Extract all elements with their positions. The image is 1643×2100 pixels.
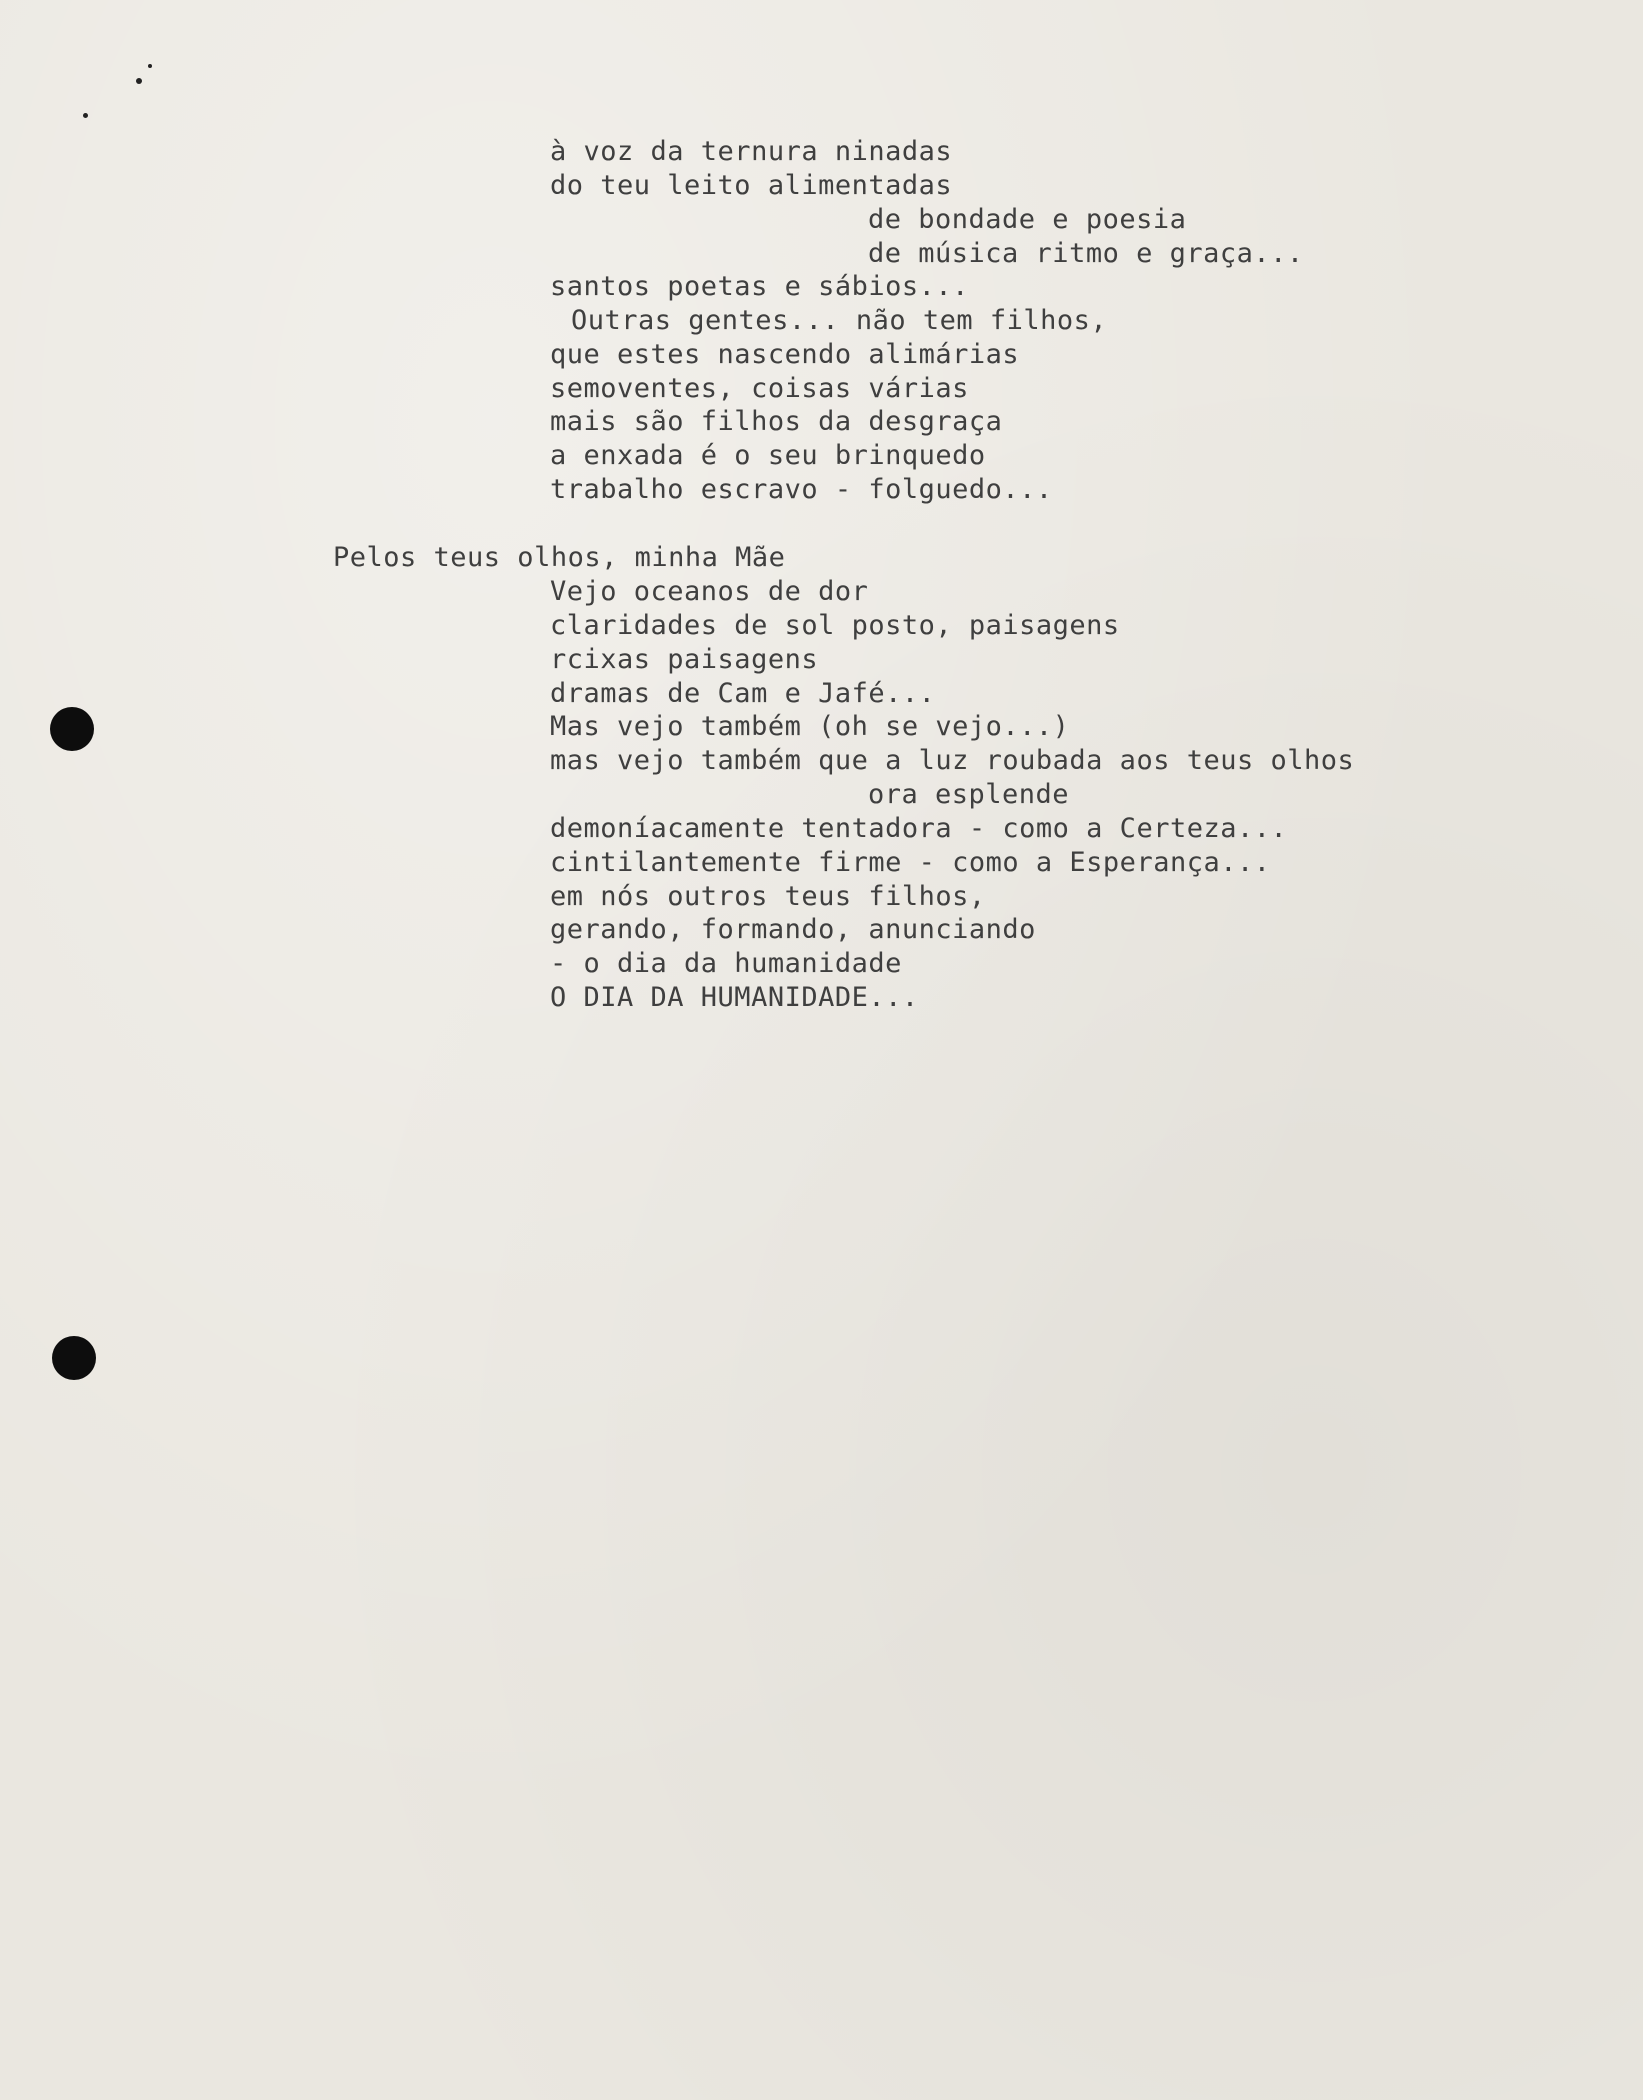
poem-line: a enxada é o seu brinquedo: [550, 440, 986, 471]
poem-line: O DIA DA HUMANIDADE...: [550, 982, 919, 1013]
poem-line: gerando, formando, anunciando: [550, 914, 1036, 945]
poem-line: dramas de Cam e Jafé...: [550, 678, 936, 709]
poem-line: de música ritmo e graça...: [868, 238, 1304, 269]
poem-line: claridades de sol posto, paisagens: [550, 610, 1120, 641]
poem-line: demoníacamente tentadora - como a Certeza...: [550, 813, 1288, 844]
poem-line: Outras gentes... não tem filhos,: [571, 305, 1108, 336]
poem-line: rcixas paisagens: [550, 644, 819, 675]
poem-line: cintilantemente firme - como a Esperança...: [550, 847, 1271, 878]
poem-line: Vejo oceanos de dor: [550, 576, 869, 607]
poem-line: - o dia da humanidade: [550, 948, 902, 979]
poem-line: de bondade e poesia: [868, 204, 1187, 235]
poem-line: à voz da ternura ninadas: [550, 136, 953, 167]
poem-line: ora esplende: [868, 779, 1070, 810]
poem-line: santos poetas e sábios...: [550, 271, 969, 302]
poem-line: mas vejo também que a luz roubada aos teus olhos: [550, 745, 1355, 776]
poem-line: que estes nascendo alimárias: [550, 339, 1020, 370]
poem-line: do teu leito alimentadas: [550, 170, 953, 201]
poem-line: Pelos teus olhos, minha Mãe: [333, 542, 786, 573]
poem-line: semoventes, coisas várias: [550, 373, 969, 404]
poem-line: Mas vejo também (oh se vejo...): [550, 711, 1070, 742]
poem-line: em nós outros teus filhos,: [550, 881, 986, 912]
poem-line: trabalho escravo - folguedo...: [550, 474, 1053, 505]
poem-line: mais são filhos da desgraça: [550, 406, 1003, 437]
